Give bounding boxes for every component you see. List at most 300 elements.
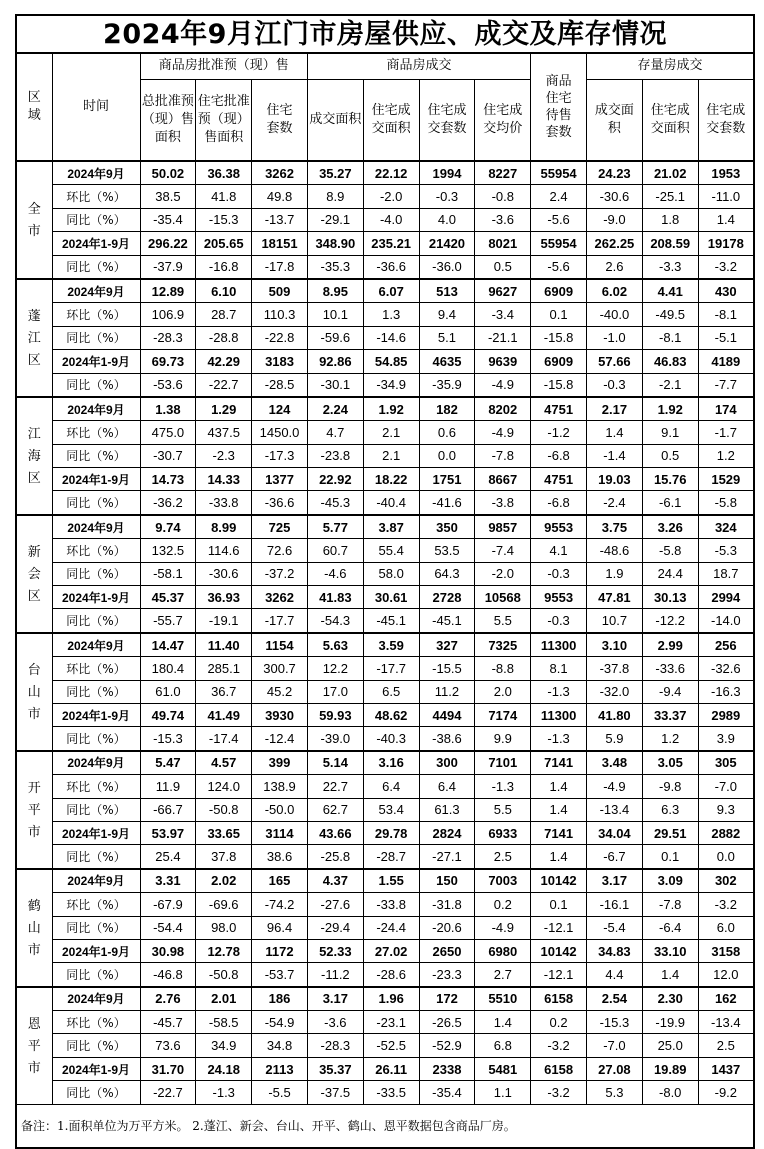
inventory-header-text: 商品住宅待售套数 [545,74,572,140]
table-cell: -45.1 [419,609,475,633]
table-cell: 5.9 [587,727,643,751]
table-cell: 11.40 [196,633,252,657]
table-cell: 19178 [698,232,754,255]
table-cell: 6909 [531,279,587,303]
table-cell: -15.8 [531,326,587,349]
table-cell: 509 [252,279,308,303]
table-cell: 235.21 [363,232,419,255]
table-cell: -4.9 [475,916,531,939]
table-cell: -7.0 [698,775,754,798]
column-header-text: 总批准预（现）售面积 [141,93,194,145]
table-cell: -8.1 [642,326,698,349]
table-cell: 7325 [475,633,531,657]
table-cell: 4.1 [531,539,587,562]
table-cell: 4.4 [587,963,643,987]
table-cell: 24.18 [196,1057,252,1080]
table-cell: -59.6 [307,326,363,349]
table-row [16,703,754,726]
table-cell: 18151 [252,232,308,255]
table-cell: 98.0 [196,916,252,939]
table-cell: -45.7 [140,1011,196,1034]
table-cell: -24.4 [363,916,419,939]
row-label: 2024年1-9月 [52,468,140,491]
table-cell: -2.0 [475,562,531,585]
table-cell: -5.8 [642,539,698,562]
table-cell: -6.8 [531,491,587,515]
stock-deal-group-header: 存量房成交 [587,53,755,79]
table-cell: -31.8 [419,893,475,916]
table-cell: -27.1 [419,845,475,869]
table-cell: -17.7 [363,657,419,680]
table-cell: 8227 [475,161,531,185]
table-cell: -38.6 [419,727,475,751]
table-cell: 41.80 [587,703,643,726]
table-row [16,798,754,821]
table-cell: 4.0 [419,208,475,231]
commercial-deal-group-header: 商品房成交 [307,53,530,79]
table-cell: -69.6 [196,893,252,916]
table-cell: 3.05 [642,751,698,775]
table-cell: -41.6 [419,491,475,515]
table-cell: -2.1 [642,373,698,397]
table-row [16,680,754,703]
table-cell: 2650 [419,939,475,962]
table-cell: 0.0 [698,845,754,869]
table-cell: -29.1 [307,208,363,231]
table-row [16,1081,754,1104]
region-name-cell [16,279,52,397]
table-cell: -17.7 [252,609,308,633]
column-header-text: 住宅批准预（现）售面积 [197,93,250,145]
table-cell: -1.3 [475,775,531,798]
table-cell: 27.02 [363,939,419,962]
table-cell: 14.33 [196,468,252,491]
table-cell: 3.48 [587,751,643,775]
column-header-text: 住宅套数 [266,102,293,136]
table-cell: 4494 [419,703,475,726]
table-row [16,326,754,349]
region-name-char: 市 [27,823,41,839]
table-cell: 8202 [475,397,531,421]
table-cell: 5.14 [307,751,363,775]
table-cell: 6.02 [587,279,643,303]
table-row [16,303,754,326]
table-cell: -35.4 [419,1081,475,1104]
table-cell: -0.3 [587,373,643,397]
table-cell: -3.4 [475,303,531,326]
region-name-char: 市 [27,222,41,238]
region-name-char: 鹤 [27,897,41,913]
table-cell: 399 [252,751,308,775]
table-cell: 4.57 [196,751,252,775]
table-cell: -27.6 [307,893,363,916]
table-cell: 138.9 [252,775,308,798]
table-cell: 53.4 [363,798,419,821]
table-cell: 3.59 [363,633,419,657]
table-cell: -3.2 [531,1081,587,1104]
table-cell: 9.74 [140,515,196,539]
row-label: 2024年9月 [52,397,140,421]
table-cell: 5481 [475,1057,531,1080]
table-cell: 0.1 [642,845,698,869]
table-cell: 49.74 [140,703,196,726]
table-cell: 725 [252,515,308,539]
table-cell: 6909 [531,350,587,373]
table-cell: 2.0 [475,680,531,703]
table-cell: 72.6 [252,539,308,562]
table-cell: -15.3 [587,1011,643,1034]
table-cell: 38.5 [140,185,196,208]
table-cell: -1.4 [587,444,643,467]
table-cell: 2.5 [698,1034,754,1057]
table-cell: 36.93 [196,586,252,609]
table-cell: 7141 [531,751,587,775]
row-label: 同比（%） [52,727,140,751]
table-cell: 54.85 [363,350,419,373]
table-cell: 50.02 [140,161,196,185]
table-cell: 14.73 [140,468,196,491]
row-label: 同比（%） [52,562,140,585]
table-cell: 2.30 [642,987,698,1011]
row-label: 环比（%） [52,185,140,208]
table-cell: 34.9 [196,1034,252,1057]
table-cell: 430 [698,279,754,303]
table-cell: -55.7 [140,609,196,633]
table-cell: 1953 [698,161,754,185]
table-cell: 12.0 [698,963,754,987]
table-cell: 37.8 [196,845,252,869]
table-row [16,916,754,939]
table-cell: 3.31 [140,869,196,893]
column-header-8 [587,79,643,161]
table-cell: 0.1 [531,893,587,916]
table-cell: 5.47 [140,751,196,775]
table-cell: -5.3 [698,539,754,562]
table-cell: -22.7 [140,1081,196,1104]
table-cell: 9639 [475,350,531,373]
table-cell: 114.6 [196,539,252,562]
region-name-cell [16,751,52,869]
table-row [16,869,754,893]
table-cell: 124 [252,397,308,421]
table-cell: -0.3 [531,562,587,585]
table-cell: 26.11 [363,1057,419,1080]
table-cell: -3.6 [475,208,531,231]
table-cell: 46.83 [642,350,698,373]
region-name-cell [16,161,52,279]
row-label: 2024年9月 [52,633,140,657]
table-cell: -36.0 [419,255,475,279]
row-label: 2024年9月 [52,751,140,775]
table-cell: 29.51 [642,821,698,844]
column-header-6 [475,79,531,161]
table-row [16,657,754,680]
table-cell: 2.54 [587,987,643,1011]
table-cell: -4.9 [475,421,531,444]
table-cell: 17.0 [307,680,363,703]
table-cell: 2728 [419,586,475,609]
column-header-text: 住宅成交面积 [650,102,690,136]
table-cell: -3.3 [642,255,698,279]
table-cell: 6.5 [363,680,419,703]
table-cell: -28.3 [307,1034,363,1057]
table-cell: 6933 [475,821,531,844]
table-cell: 5510 [475,987,531,1011]
table-cell: 10568 [475,586,531,609]
region-name-char: 江 [27,425,41,441]
table-cell: 5.63 [307,633,363,657]
table-cell: 4189 [698,350,754,373]
table-cell: -4.9 [475,373,531,397]
table-cell: -7.8 [642,893,698,916]
table-cell: -25.8 [307,845,363,869]
table-cell: -28.3 [140,326,196,349]
table-cell: 6.4 [363,775,419,798]
table-cell: 5.1 [419,326,475,349]
row-label: 同比（%） [52,845,140,869]
table-cell: -3.2 [698,893,754,916]
row-label: 同比（%） [52,798,140,821]
table-cell: -0.3 [419,185,475,208]
table-cell: 11300 [531,703,587,726]
row-label: 同比（%） [52,255,140,279]
region-name-char: 区 [27,351,41,367]
table-cell: 12.89 [140,279,196,303]
table-cell: -54.9 [252,1011,308,1034]
table-cell: 1.9 [587,562,643,585]
table-cell: 31.70 [140,1057,196,1080]
housing-data-table [15,52,755,1149]
table-cell: 513 [419,279,475,303]
row-label: 2024年9月 [52,279,140,303]
table-cell: -26.5 [419,1011,475,1034]
table-cell: -33.5 [363,1081,419,1104]
region-name-char: 市 [27,1059,41,1075]
table-cell: 6.0 [698,916,754,939]
table-row [16,821,754,844]
table-cell: -19.1 [196,609,252,633]
table-cell: 34.04 [587,821,643,844]
footnote-row [16,1104,754,1148]
table-cell: 4.41 [642,279,698,303]
table-cell: -6.7 [587,845,643,869]
table-cell: 4751 [531,397,587,421]
table-cell: 437.5 [196,421,252,444]
table-cell: 1172 [252,939,308,962]
table-cell: 24.4 [642,562,698,585]
table-cell: 55954 [531,161,587,185]
table-cell: 5.77 [307,515,363,539]
region-name-char: 江 [27,329,41,345]
table-cell: -4.6 [307,562,363,585]
table-cell: 0.6 [419,421,475,444]
region-name-char: 平 [27,801,41,817]
table-cell: -16.1 [587,893,643,916]
table-cell: -1.3 [531,680,587,703]
table-cell: -25.1 [642,185,698,208]
table-cell: 30.98 [140,939,196,962]
table-cell: 42.29 [196,350,252,373]
table-cell: -15.3 [196,208,252,231]
table-cell: -50.0 [252,798,308,821]
row-label: 同比（%） [52,326,140,349]
table-cell: -39.0 [307,727,363,751]
table-cell: -2.0 [363,185,419,208]
table-cell: 9.1 [642,421,698,444]
region-name-char: 全 [27,200,41,216]
row-label: 环比（%） [52,1011,140,1034]
table-cell: 47.81 [587,586,643,609]
table-cell: 205.65 [196,232,252,255]
row-label: 同比（%） [52,444,140,467]
row-label: 2024年1-9月 [52,350,140,373]
table-cell: 10.7 [587,609,643,633]
region-name-char: 市 [27,705,41,721]
region-name-char: 开 [27,779,41,795]
table-cell: 73.6 [140,1034,196,1057]
table-cell: 1.4 [698,208,754,231]
row-label: 同比（%） [52,208,140,231]
table-cell: -28.5 [252,373,308,397]
table-cell: 21.02 [642,161,698,185]
table-cell: 174 [698,397,754,421]
row-label: 同比（%） [52,609,140,633]
table-cell: -4.0 [363,208,419,231]
table-cell: 350 [419,515,475,539]
table-cell: 182 [419,397,475,421]
row-label: 同比（%） [52,680,140,703]
table-cell: -50.8 [196,963,252,987]
table-cell: 5.5 [475,798,531,821]
table-cell: 180.4 [140,657,196,680]
table-cell: 124.0 [196,775,252,798]
table-cell: 3262 [252,586,308,609]
table-cell: -3.8 [475,491,531,515]
table-cell: 7174 [475,703,531,726]
region-name-cell [16,397,52,515]
table-cell: 2.1 [363,444,419,467]
table-cell: -52.5 [363,1034,419,1057]
table-cell: 1377 [252,468,308,491]
table-cell: -40.0 [587,303,643,326]
table-cell: -11.0 [698,185,754,208]
column-header-3 [307,79,363,161]
table-cell: -23.1 [363,1011,419,1034]
table-cell: 3.17 [307,987,363,1011]
row-label: 2024年9月 [52,515,140,539]
header-group-row [16,53,754,79]
table-cell: 348.90 [307,232,363,255]
table-cell: -37.5 [307,1081,363,1104]
column-header-0 [140,79,196,161]
table-cell: 4635 [419,350,475,373]
table-cell: 186 [252,987,308,1011]
table-cell: -1.7 [698,421,754,444]
row-label: 2024年1-9月 [52,1057,140,1080]
table-cell: 6.10 [196,279,252,303]
table-cell: -29.4 [307,916,363,939]
table-cell: 3.75 [587,515,643,539]
table-cell: -3.2 [698,255,754,279]
table-cell: -33.6 [642,657,698,680]
table-cell: 3930 [252,703,308,726]
table-cell: 106.9 [140,303,196,326]
table-cell: 1450.0 [252,421,308,444]
table-cell: 3158 [698,939,754,962]
table-cell: 8.9 [307,185,363,208]
row-label: 环比（%） [52,893,140,916]
table-cell: 1.2 [642,727,698,751]
table-cell: 0.5 [642,444,698,467]
table-cell: 2.5 [475,845,531,869]
row-label: 同比（%） [52,1081,140,1104]
table-cell: -1.3 [531,727,587,751]
table-cell: -6.1 [642,491,698,515]
table-cell: -15.5 [419,657,475,680]
column-header-2 [252,79,308,161]
table-cell: 2.7 [475,963,531,987]
row-label: 环比（%） [52,657,140,680]
table-cell: -3.6 [307,1011,363,1034]
table-cell: 7101 [475,751,531,775]
table-row [16,515,754,539]
column-header-1 [196,79,252,161]
table-cell: 9.3 [698,798,754,821]
presale-group-header: 商品房批准预（现）售 [140,53,307,79]
table-cell: -67.9 [140,893,196,916]
table-cell: 49.8 [252,185,308,208]
table-cell: 62.7 [307,798,363,821]
table-cell: 9857 [475,515,531,539]
table-row [16,633,754,657]
row-label: 2024年9月 [52,869,140,893]
row-label: 2024年1-9月 [52,232,140,255]
table-cell: 96.4 [252,916,308,939]
row-label: 同比（%） [52,373,140,397]
table-cell: 57.66 [587,350,643,373]
table-cell: -30.1 [307,373,363,397]
table-row [16,491,754,515]
table-cell: -21.1 [475,326,531,349]
table-row [16,397,754,421]
table-cell: 1751 [419,468,475,491]
table-cell: 11.2 [419,680,475,703]
column-header-text: 住宅成交套数 [706,102,746,136]
table-cell: 11300 [531,633,587,657]
table-cell: 1.4 [587,421,643,444]
table-cell: 35.37 [307,1057,363,1080]
footnote: 备注：1.面积单位为万平方米。 2.蓬江、新会、台山、开平、鹤山、恩平数据包含商品厂房。 [16,1104,754,1148]
table-cell: -14.6 [363,326,419,349]
table-cell: 2994 [698,586,754,609]
table-cell: -11.2 [307,963,363,987]
table-cell: -28.6 [363,963,419,987]
table-cell: 208.59 [642,232,698,255]
table-cell: -7.4 [475,539,531,562]
table-cell: 6.3 [642,798,698,821]
table-cell: 132.5 [140,539,196,562]
table-cell: -7.7 [698,373,754,397]
region-name-cell [16,633,52,751]
table-cell: -13.4 [587,798,643,821]
table-cell: -37.8 [587,657,643,680]
table-cell: 3.26 [642,515,698,539]
region-name-char: 区 [27,587,41,603]
table-cell: -2.4 [587,491,643,515]
table-cell: 22.7 [307,775,363,798]
table-cell: -20.6 [419,916,475,939]
table-cell: -16.3 [698,680,754,703]
